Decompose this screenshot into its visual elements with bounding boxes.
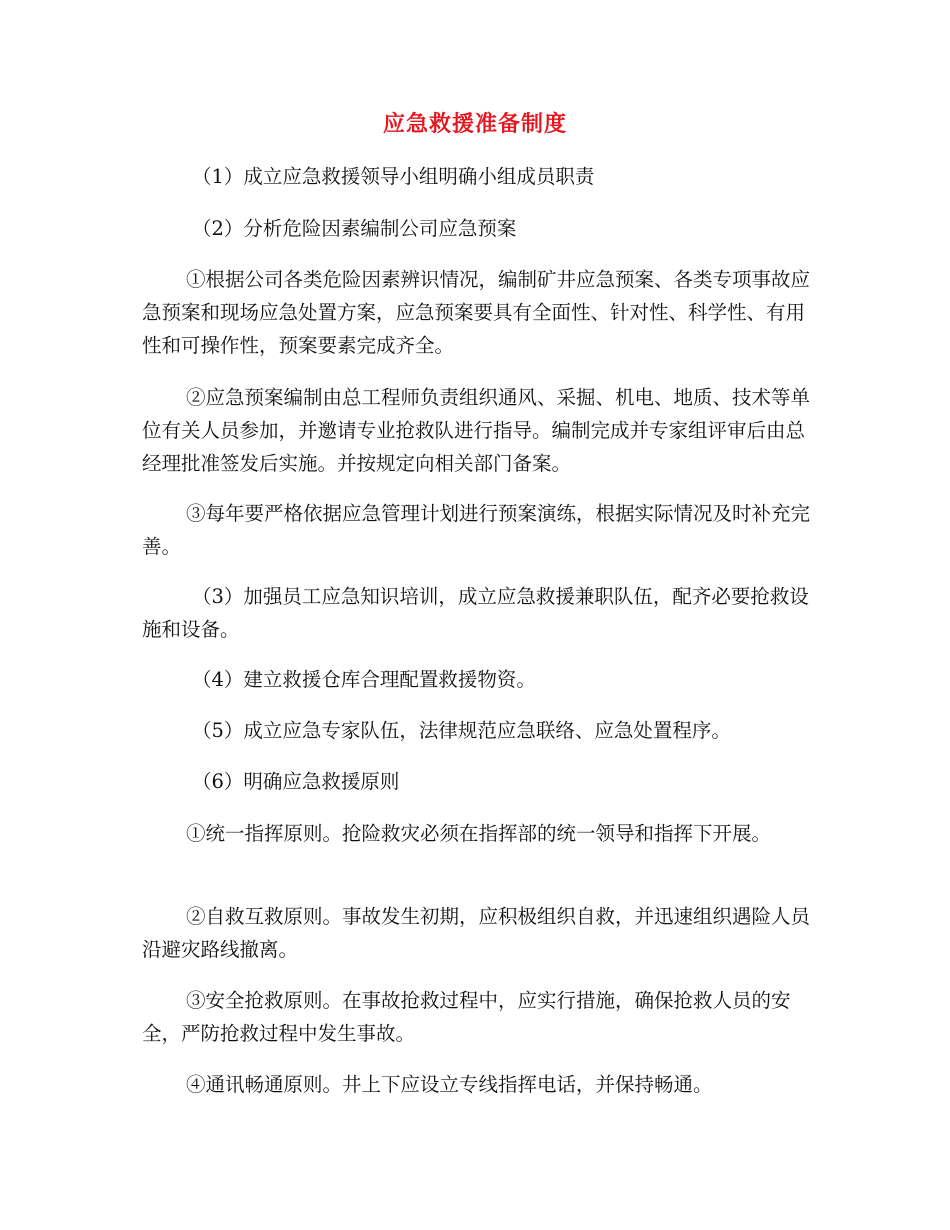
paragraph-5: ③每年要严格依据应急管理计划进行预案演练，根据实际情况及时补充完善。 (142, 502, 811, 558)
document-title: 应急救援准备制度 (382, 112, 567, 137)
paragraph-10: ①统一指挥原则。抢险救灾必须在指挥部的统一领导和指挥下开展。 (186, 822, 772, 845)
paragraph-2: （2）分析危险因素编制公司应急预案 (192, 217, 517, 240)
paragraph-6: （3）加强员工应急知识培训，成立应急救援兼职队伍，配齐必要抢救设施和设备。 (142, 585, 809, 641)
paragraph-4: ②应急预案编制由总工程师负责组织通风、采掘、机电、地质、技术等单位有关人员参加，并邀请专业抢救队进行指导。编制完成并专家组评审后由总经理批准签发后实施。并按规定向相关部门备案。 (142, 386, 811, 475)
paragraph-12: ③安全抢救原则。在事故抢救过程中，应实行措施，确保抢救人员的安全，严防抢救过程中发生事故。 (142, 989, 791, 1045)
paragraph-8: （5）成立应急专家队伍，法律规范应急联络、应急处置程序。 (192, 719, 731, 742)
paragraph-11: ②自救互救原则。事故发生初期，应积极组织自救，并迅速组织遇险人员沿避灾路线撤离。 (142, 905, 811, 961)
paragraph-13: ④通讯畅通原则。井上下应设立专线指挥电话，并保持畅通。 (186, 1073, 713, 1096)
paragraph-1: （1）成立应急救援领导小组明确小组成员职责 (192, 165, 595, 188)
paragraph-3: ①根据公司各类危险因素辨识情况，编制矿井应急预案、各类专项事故应急预案和现场应急处置方案，应急预案要具有全面性、针对性、科学性、有用性和可操作性，预案要素完成齐全。 (142, 268, 811, 357)
paragraph-9: （6）明确应急救援原则 (192, 770, 400, 793)
paragraph-7: （4）建立救援仓库合理配置救援物资。 (192, 668, 536, 691)
